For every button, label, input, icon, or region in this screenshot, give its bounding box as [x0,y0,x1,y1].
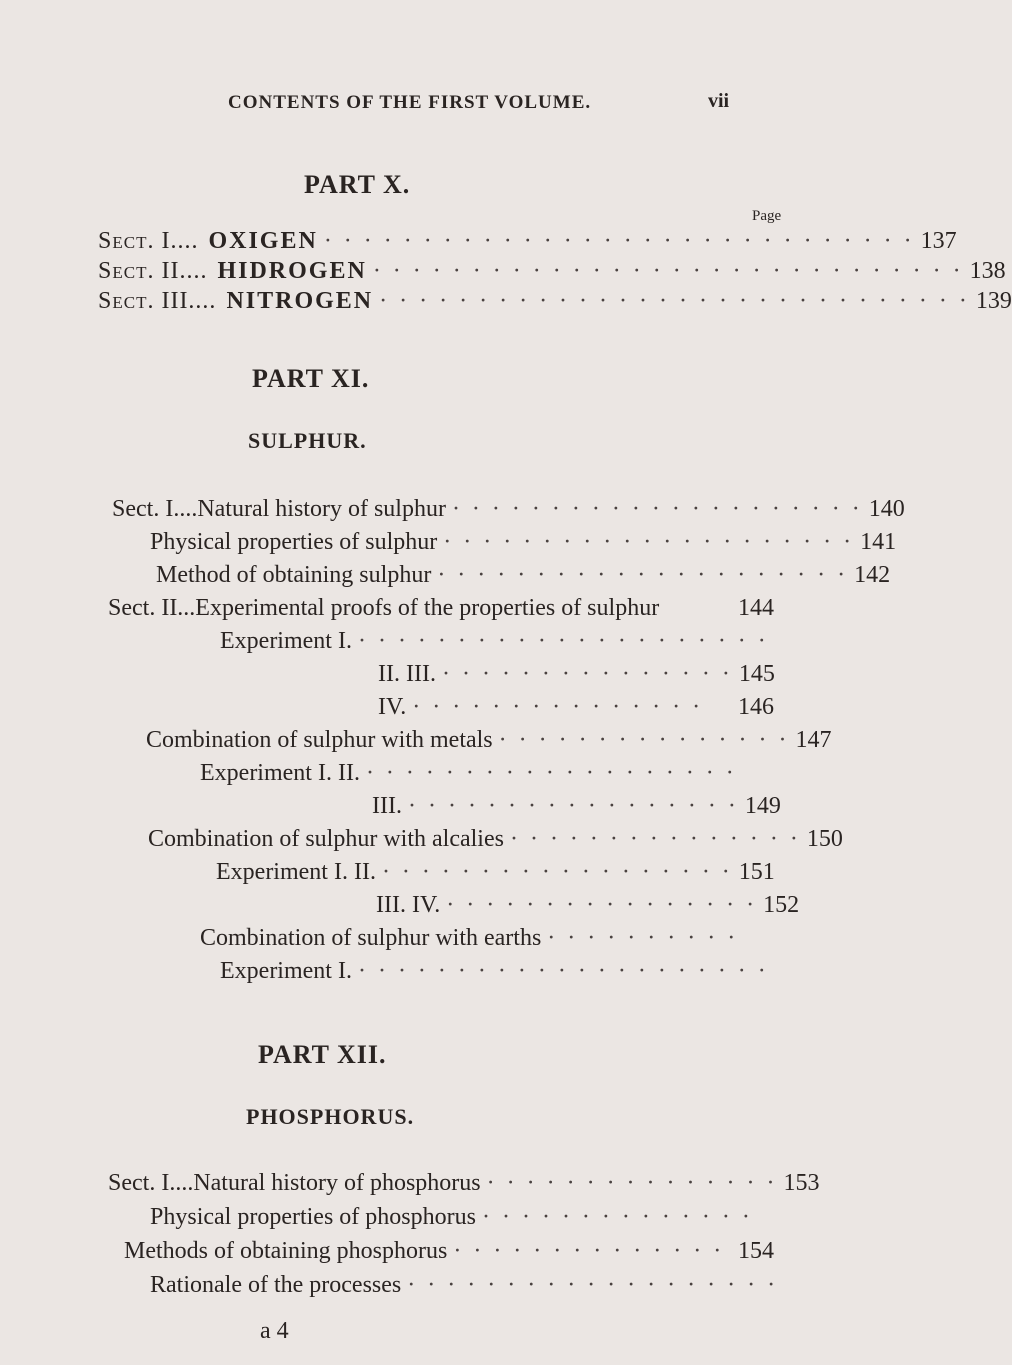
entry-text: OXIGEN [208,228,318,254]
part-xi-title: PART XI. [252,364,370,393]
toc-entry: III. · · · · · · · · · · · · · · · · · 149 [372,793,798,823]
toc-entry: Method of obtaining sulphur · · · · · · · · · · · · · · · · · · · · · 142 [156,562,891,588]
toc-entry: Physical properties of phosphorus · · · · · · · · · · · · · · [150,1204,753,1230]
toc-entry: Experiment I. · · · · · · · · · · · · · · · · · · · · · [220,958,769,984]
toc-entry: II. III. · · · · · · · · · · · · · · · 145 [378,661,798,691]
toc-entry: Sect. I....Natural history of sulphur · · · · · · · · · · · · · · · · · · · · · 140 [112,496,905,522]
part-xi-subtitle: SULPHUR. [248,428,367,453]
entry-text: Combination of sulphur with alcalies [148,826,504,852]
entry-text: Experiment I. II. [200,760,360,786]
part-xii-title: PART XII. [258,1040,387,1069]
entry-page: 152 [763,892,800,918]
entry-text: Methods of obtaining phosphorus [124,1238,448,1264]
page-column-label: Page [752,208,782,224]
entry-text: Experiment I. [220,958,352,984]
entry-text: II. III. [378,661,436,687]
toc-entry: Experiment I. II. · · · · · · · · · · · · · · · · · · 151 [216,859,798,889]
entry-text: Sect. I....Natural history of sulphur [112,496,446,522]
toc-entry: Physical properties of sulphur · · · · · · · · · · · · · · · · · · · · · 141 [150,529,897,555]
toc-entry: Combination of sulphur with alcalies · · · · · · · · · · · · · · · 150 [148,826,843,852]
toc-entry: Experiment I. · · · · · · · · · · · · · · · · · · · · · [220,628,769,654]
entry-text: III. IV. [376,892,441,918]
entry-text: Sect. II...Experimental proofs of the properties of sulphur [108,595,660,621]
entry-page: 139 [975,288,1012,314]
entry-page: 138 [969,258,1006,284]
entry-page: 147 [795,727,832,753]
entry-text: III. [372,793,402,819]
entry-page: 149 [744,793,781,819]
toc-entry [108,595,798,625]
entry-text: IV. [378,694,407,720]
entry-text: Experiment I. [220,628,352,654]
entry-text: Rationale of the processes [150,1272,402,1298]
entry-page: 150 [806,826,843,852]
part-xii-subtitle: PHOSPHORUS. [246,1104,415,1129]
entry-page: 145 [738,661,775,687]
running-title: CONTENTS OF THE FIRST VOLUME. [228,92,592,113]
entry-page: 146 [738,694,774,720]
toc-entry: Combination of sulphur with metals · · · · · · · · · · · · · · · 147 [146,727,832,753]
entry-text: Combination of sulphur with earths [200,925,542,951]
toc-entry: Methods of obtaining phosphorus · · · · · · · · · · · · · · 154 [124,1238,798,1268]
entry-text: Physical properties of phosphorus [150,1204,476,1230]
entry-text: Method of obtaining sulphur [156,562,432,588]
entry-page: 144 [738,595,774,621]
toc-entry: Combination of sulphur with earths · · · · · · · · · · [200,925,739,951]
entry-text: HIDROGEN [217,258,367,284]
entry-text: Sect. I....Natural history of phosphorus [108,1170,481,1196]
entry-text: Experiment I. II. [216,859,376,885]
toc-entry: Experiment I. II. · · · · · · · · · · · · · · · · · · · [200,760,737,786]
toc-entry: Sect. II.... HIDROGEN · · · · · · · · · · · · · · · · · · · · · · · · · · · · · · 138 [98,258,1006,284]
entry-page: 142 [854,562,891,588]
entry-page: 141 [860,529,897,555]
signature-mark: a 4 [260,1318,289,1344]
entry-text: Combination of sulphur with metals [146,727,493,753]
toc-entry: Sect. I.... OXIGEN · · · · · · · · · · · · · · · · · · · · · · · · · · · · · · 137 [98,228,957,254]
entry-page: 137 [920,228,957,254]
toc-entry: III. IV. · · · · · · · · · · · · · · · · 152 [376,892,800,918]
entry-prefix: Sect. I.... [98,228,199,254]
page-number: vii [708,90,730,112]
toc-entry: Sect. III.... NITROGEN · · · · · · · · · · · · · · · · · · · · · · · · · · · · · · 139 [98,288,1012,314]
entry-page: 151 [738,859,775,885]
toc-entry: Rationale of the processes · · · · · · · · · · · · · · · · · · · [150,1272,779,1298]
entry-page: 154 [738,1238,774,1264]
toc-entry: Sect. I....Natural history of phosphorus · · · · · · · · · · · · · · · 153 [108,1170,820,1196]
entry-text: Physical properties of sulphur [150,529,438,555]
entry-page: 153 [783,1170,820,1196]
entry-page: 140 [868,496,905,522]
entry-prefix: Sect. II.... [98,258,208,284]
entry-text: NITROGEN [226,288,374,314]
part-x-title: PART X. [304,170,411,199]
entry-prefix: Sect. III.... [98,288,217,314]
toc-entry: IV. · · · · · · · · · · · · · · · 146 [378,694,798,724]
